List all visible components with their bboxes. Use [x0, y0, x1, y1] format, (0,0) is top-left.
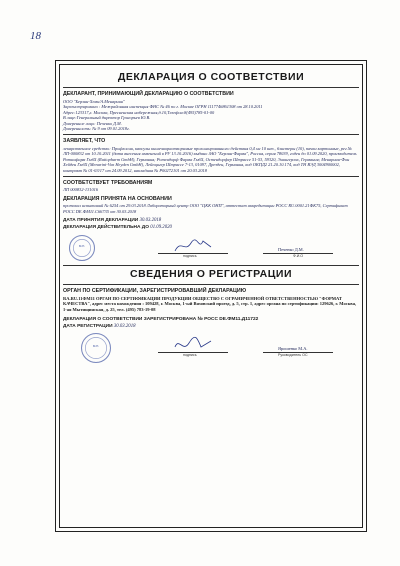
accepted-date-value: 30.03.2018 [139, 218, 162, 224]
conforms-text: ЛП 000832-131016 [63, 187, 99, 193]
registration-divider [63, 265, 359, 266]
registrar-stamp-label: М.П. [92, 343, 100, 348]
declarant-signature-row [63, 233, 359, 265]
title-divider [63, 87, 359, 88]
registrar-sign-label: подпись [183, 352, 197, 357]
declarant-stamp [69, 235, 95, 261]
declarant-trusted-person: Доверенное лицо: Печенко Д.М. [63, 120, 122, 126]
registrar-signature-row [63, 332, 359, 364]
valid-date-line [63, 225, 359, 231]
registrar-name: Ярошенко М.А. [278, 345, 308, 351]
registered-declaration-label: ДЕКЛАРАЦИЯ О СООТВЕТСТВИИ ЗАРЕГИСТРИРОВАНА № РОСС DE.ФМ11.Д11722 [63, 316, 259, 322]
registration-date-label: ДАТА РЕГИСТРАЦИИ [63, 323, 113, 329]
declarant-fio-label: Ф.И.О [293, 254, 304, 259]
declarant-address: Адрес:123317,г. Москва, Пресненская набережная,д.10,Телефон:8(495)785-01-00 [63, 109, 215, 115]
registration-heading: ОРГАН ПО СЕРТИФИКАЦИИ, ЗАРЕГИСТРИРОВАВШИЙ ДЕКЛАРАЦИЮ [63, 288, 247, 295]
registrar-role-label: Руководитель ОС [278, 352, 308, 357]
registration-date-line [63, 324, 359, 330]
declarant-registration: Зарегистрировано : Межрайонная инспекция ФНС № 46 по г. Москве ОГРН 1117746861308 от 28.10.2011 [63, 104, 263, 110]
registration-title: СВЕДЕНИЯ О РЕГИСТРАЦИИ [130, 268, 292, 281]
declarant-power-of-attorney: Доверенность: № 9 от 09.01.2018г. [63, 126, 130, 132]
statement-text: лекарственное средство: Профлосин, капсулы кишечнорастворимые пролонгированного действия 0,4 мг 10 шт., блистеры (10), пачки картонные, рег.№ ЛП-000832 от 10.10.2011 (дата внесения изменений в РУ 13.10.2016) выдано ЗАО "Берлин-Фарма", Россия, серия 78039, годен до 01.09.2020, производитель Ратиофарм ГмбХ (Ratiopharm GmbH), Германия; Ротендорф Фарма ГмбХ, Остендорфер Штрассе 51-53, 59320, Эннигерлох, Германия; Менарини-Фон Хейден ГмбХ (Menarini-Von Heyden GmbH), Лейпцигер Штрассе 7-13, 01097, Дрезден, Германия, код ОКПД2 21.20.10.174, код ТН ВЭД 3004900002, контракт № 01-03/17 от 24.09.2012, накладная № Р00272101 от 20.03.2018 [63, 145, 357, 173]
basis-text: протокол испытаний № 6254 от 29.03.2018 Лабораторный центр ООО "ЦКК ОНП", аттестат аккредитации РОСС RU.0001.21ФК75, Сертификат РОСС DE.ФМ11.С66735 от 30.03.2018 [63, 203, 348, 214]
declarant-stamp-label: М.П. [78, 244, 86, 249]
registrar-stamp [81, 333, 111, 363]
declaration-title: ДЕКЛАРАЦИЯ О СООТВЕТСТВИИ [117, 71, 305, 83]
statement-heading: ЗАЯВЛЯЕТ, ЧТО [63, 138, 106, 145]
page-number: 18 [30, 30, 41, 42]
declarant-director: В лице:Генеральный директор Григорьев Ю.В. [63, 115, 151, 121]
declarant-name: Печенко Д.М. [278, 247, 304, 253]
basis-heading: ДЕКЛАРАЦИЯ ПРИНЯТА НА ОСНОВАНИИ [63, 195, 172, 202]
registration-text: RA.RU.11ФМ11 ОРГАН ПО СЕРТИФИКАЦИИ ПРОДУКЦИИ ОБЩЕСТВО С ОГРАНИЧЕННОЙ ОТВЕТСТВЕННОСТЬЮ "ФОРМАТ КАЧЕСТВА", адрес места нахождения : 109428, г. Москва, 1-ый Вязовский проезд, д. 5, стр. 1, адрес органа по сертификации: 129626, г. Москва, 1-ая Мытищинская, д. 25, тел. (495) 783-19-08 [63, 295, 357, 312]
declarant-company: ООО "Берлин-Хеми/А.Менарини" [63, 98, 125, 104]
valid-date-value: 01.09.2020 [150, 225, 172, 231]
registration-title-divider [63, 284, 359, 285]
declarant-divider [63, 134, 359, 135]
registered-declaration-line [63, 317, 359, 323]
accepted-date-line [63, 218, 359, 224]
declarant-heading: ДЕКЛАРАНТ, ПРИНИМАЮЩИЙ ДЕКЛАРАЦИЮ О СООТВЕТСТВИИ [63, 91, 234, 97]
valid-date-label: ДЕКЛАРАЦИЯ ДЕЙСТВИТЕЛЬНА ДО [63, 225, 149, 231]
registrar-signature [173, 335, 213, 353]
registration-date-value: 30.03.2018 [113, 323, 136, 329]
conforms-heading: СООТВЕТСТВУЕТ ТРЕБОВАНИЯМ [63, 179, 153, 186]
declaration-content [63, 65, 359, 527]
accepted-date-label: ДАТА ПРИНЯТИЯ ДЕКЛАРАЦИИ [63, 218, 139, 224]
declarant-sign-label: подпись [183, 254, 197, 259]
declaration-frame [55, 60, 367, 532]
statement-divider [63, 176, 359, 177]
